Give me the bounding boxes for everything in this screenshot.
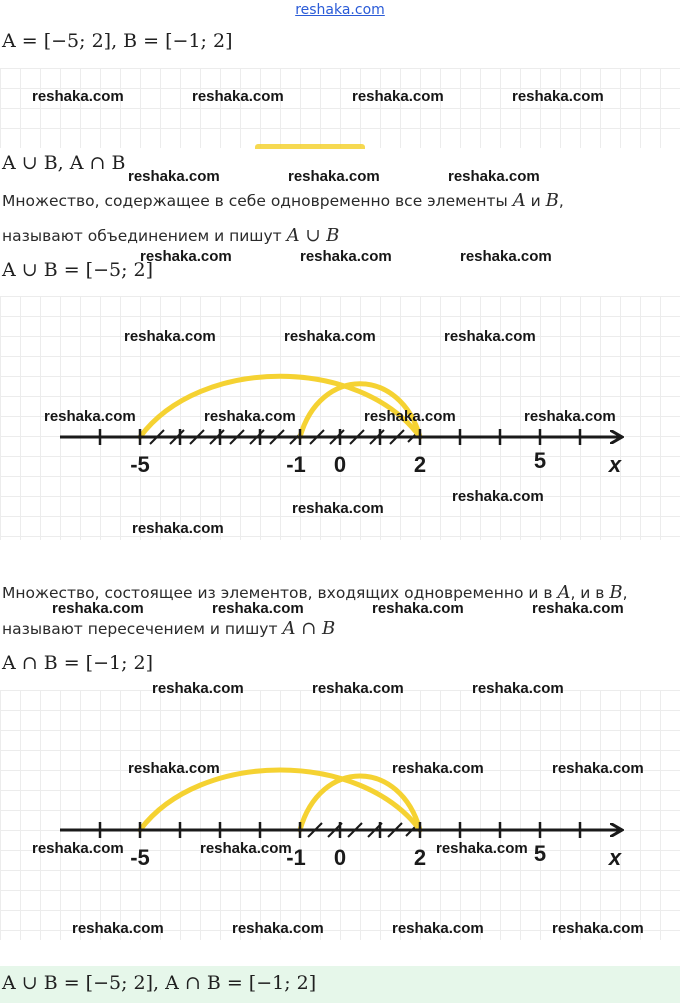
final-answer: A ∪ B = [−5; 2], A ∩ B = [−1; 2] [2, 972, 317, 994]
watermark: reshaka.com [452, 488, 544, 505]
watermark: reshaka.com [352, 88, 444, 105]
union-def-text-2: называют объединением и пишут [2, 227, 282, 245]
union-def-text: Множество, содержащее в себе одновременно все элементы [2, 192, 508, 210]
watermark: reshaka.com [72, 920, 164, 937]
watermark: reshaka.com [444, 328, 536, 345]
watermark: reshaka.com [52, 600, 144, 617]
set-a-symbol: A [557, 582, 571, 603]
intersection-definition-line2 [2, 618, 335, 639]
arc-fragment [255, 144, 365, 149]
watermark: reshaka.com [448, 168, 540, 185]
watermark: reshaka.com [364, 408, 456, 425]
watermark: reshaka.com [292, 500, 384, 517]
watermark: reshaka.com [300, 248, 392, 265]
set-b-symbol: B [545, 190, 559, 211]
watermark: reshaka.com [200, 840, 292, 857]
union-definition-line1 [2, 190, 564, 211]
watermark: reshaka.com [284, 328, 376, 345]
operations-line: A ∪ B, A ∩ B [2, 152, 126, 174]
union-symbol: A ∪ B [286, 225, 340, 246]
watermark: reshaka.com [524, 408, 616, 425]
watermark: reshaka.com [32, 840, 124, 857]
watermark: reshaka.com [532, 600, 624, 617]
conjunction: и [530, 192, 541, 210]
set-b-symbol: B [609, 582, 623, 603]
watermark: reshaka.com [44, 408, 136, 425]
watermark: reshaka.com [552, 920, 644, 937]
tick-label: 0 [333, 845, 347, 870]
intersection-symbol: A ∩ B [282, 618, 336, 639]
watermark: reshaka.com [140, 248, 232, 265]
watermark: reshaka.com [312, 680, 404, 697]
inter-def-text: Множество, состоящее из элементов, входящих одновременно и в [2, 584, 553, 602]
comma: , [622, 584, 628, 602]
intersection-number-line [0, 690, 680, 940]
axis-label: x [608, 845, 622, 870]
watermark: reshaka.com [288, 168, 380, 185]
intersection-result: A ∩ B = [−1; 2] [2, 652, 154, 674]
watermark: reshaka.com [392, 760, 484, 777]
tick-label: 2 [413, 452, 427, 477]
tick-label: -1 [286, 452, 306, 477]
watermark: reshaka.com [460, 248, 552, 265]
set-a-symbol: A [512, 190, 526, 211]
given-sets: A = [−5; 2], B = [−1; 2] [2, 30, 233, 52]
watermark: reshaka.com [32, 88, 124, 105]
watermark: reshaka.com [132, 520, 224, 537]
tick-label: -5 [130, 845, 150, 870]
watermark: reshaka.com [552, 760, 644, 777]
final-answer-box [0, 966, 680, 1003]
watermark: reshaka.com [392, 920, 484, 937]
site-link[interactable]: reshaka.com [295, 2, 385, 18]
axis-label: x [608, 452, 622, 477]
comma: , [558, 192, 564, 210]
watermark: reshaka.com [152, 680, 244, 697]
conjunction: , и в [570, 584, 605, 602]
tick-label: 5 [533, 841, 547, 866]
intersection-number-line-panel [0, 690, 680, 940]
watermark: reshaka.com [124, 328, 216, 345]
watermark: reshaka.com [472, 680, 564, 697]
tick-label: -5 [130, 452, 150, 477]
inter-def-text-2: называют пересечением и пишут [2, 620, 278, 638]
watermark: reshaka.com [212, 600, 304, 617]
watermark: reshaka.com [372, 600, 464, 617]
watermark: reshaka.com [192, 88, 284, 105]
union-result: A ∪ B = [−5; 2] [2, 259, 154, 281]
watermark: reshaka.com [128, 168, 220, 185]
tick-label: 2 [413, 845, 427, 870]
grid-strip [0, 68, 680, 148]
watermark: reshaka.com [232, 920, 324, 937]
watermark: reshaka.com [436, 840, 528, 857]
union-definition-line2 [2, 225, 339, 246]
tick-label: -1 [286, 845, 306, 870]
tick-label: 5 [533, 448, 547, 473]
tick-label: 0 [333, 452, 347, 477]
watermark: reshaka.com [204, 408, 296, 425]
watermark: reshaka.com [512, 88, 604, 105]
watermark: reshaka.com [128, 760, 220, 777]
